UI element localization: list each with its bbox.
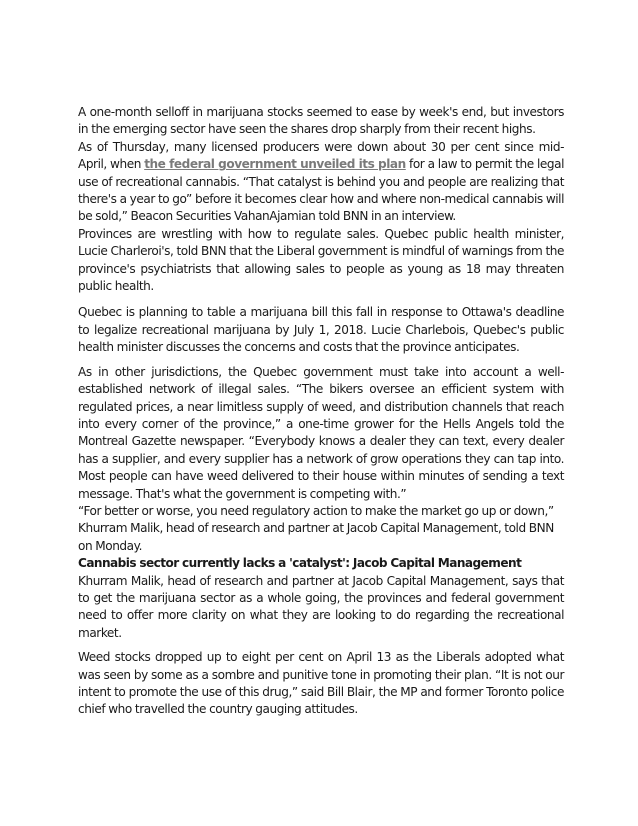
paragraph-weed-stocks: Weed stocks dropped up to eight per cent on April 13 as the Liberals adopted what was seen by some as a sombre and punitive tone in promoting their plan. “It is not our intent to promote the use of this drug,” said Bill Blair, the MP and former Toronto police chief who travelled the country gauging attitudes. [78, 650, 564, 717]
paragraph-licensed-producers-lead: As of Thursday, many licensed producers were down about 30 per cent since mid-April, when [78, 139, 564, 172]
paragraph-regulatory-action: “For better or worse, you need regulatory action to make the market go up or down,” Khurram Malik, head of research and partner at Jacob Capital Management, told BNN on Monday. [78, 503, 554, 553]
paragraph-illegal-sales: As in other jurisdictions, the Quebec government must take into account a well-established network of illegal sales. “The bikers oversee an efficient system with regulated prices, a near limitless supply of weed, and distribution channels that reach into every corner of the province,” a one-time grower for the Hells Angels told the Montreal Gazette newspaper. “Everybody knows a dealer they can text, every dealer has a supplier, and every supplier has a network of grow operations they can tap into. Most people can have weed delivered to their house within minutes of sending a text message. That's what the government is competing with.” [78, 364, 564, 501]
paragraph-provinces: Provinces are wrestling with how to regulate sales. Quebec public health minister, Lucie Charleroi's, told BNN that the Liberal government is mindful of warnings from the province's psychiatrists that allowing sales to people as young as 18 may threaten public health. [78, 226, 564, 294]
paragraph-licensed-producers [78, 139, 564, 226]
article-body [78, 104, 564, 719]
paragraph-licensed-producers-rest: for a law to permit the legal use of recreational cannabis. “That catalyst is behind you and people are realizing that there's a year to go” before it becomes clear how and where non-medical cannabis will be sold,” Beacon Securities VahanAjamian told BNN in an interview. [78, 157, 564, 224]
federal-plan-link[interactable]: the federal government unveiled its plan [144, 157, 406, 172]
paragraph-selloff: A one-month selloff in marijuana stocks seemed to ease by week's end, but investors in the emerging sector have seen the shares drop sharply from their recent highs. [78, 105, 564, 137]
paragraph-quebec-bill: Quebec is planning to table a marijuana bill this fall in response to Ottawa's deadline to legalize recreational marijuana by July 1, 2018. Lucie Charlebois, Quebec's public health minister discusses the concerns and costs that the province anticipates. [78, 305, 564, 355]
paragraph-catalyst: Khurram Malik, head of research and partner at Jacob Capital Management, says that to get the marijuana sector as a whole going, the provinces and federal government need to offer more clarity on what they are looking to do regarding the recreational market. [78, 573, 564, 640]
section-heading: Cannabis sector currently lacks a 'catalyst': Jacob Capital Management [78, 556, 522, 571]
